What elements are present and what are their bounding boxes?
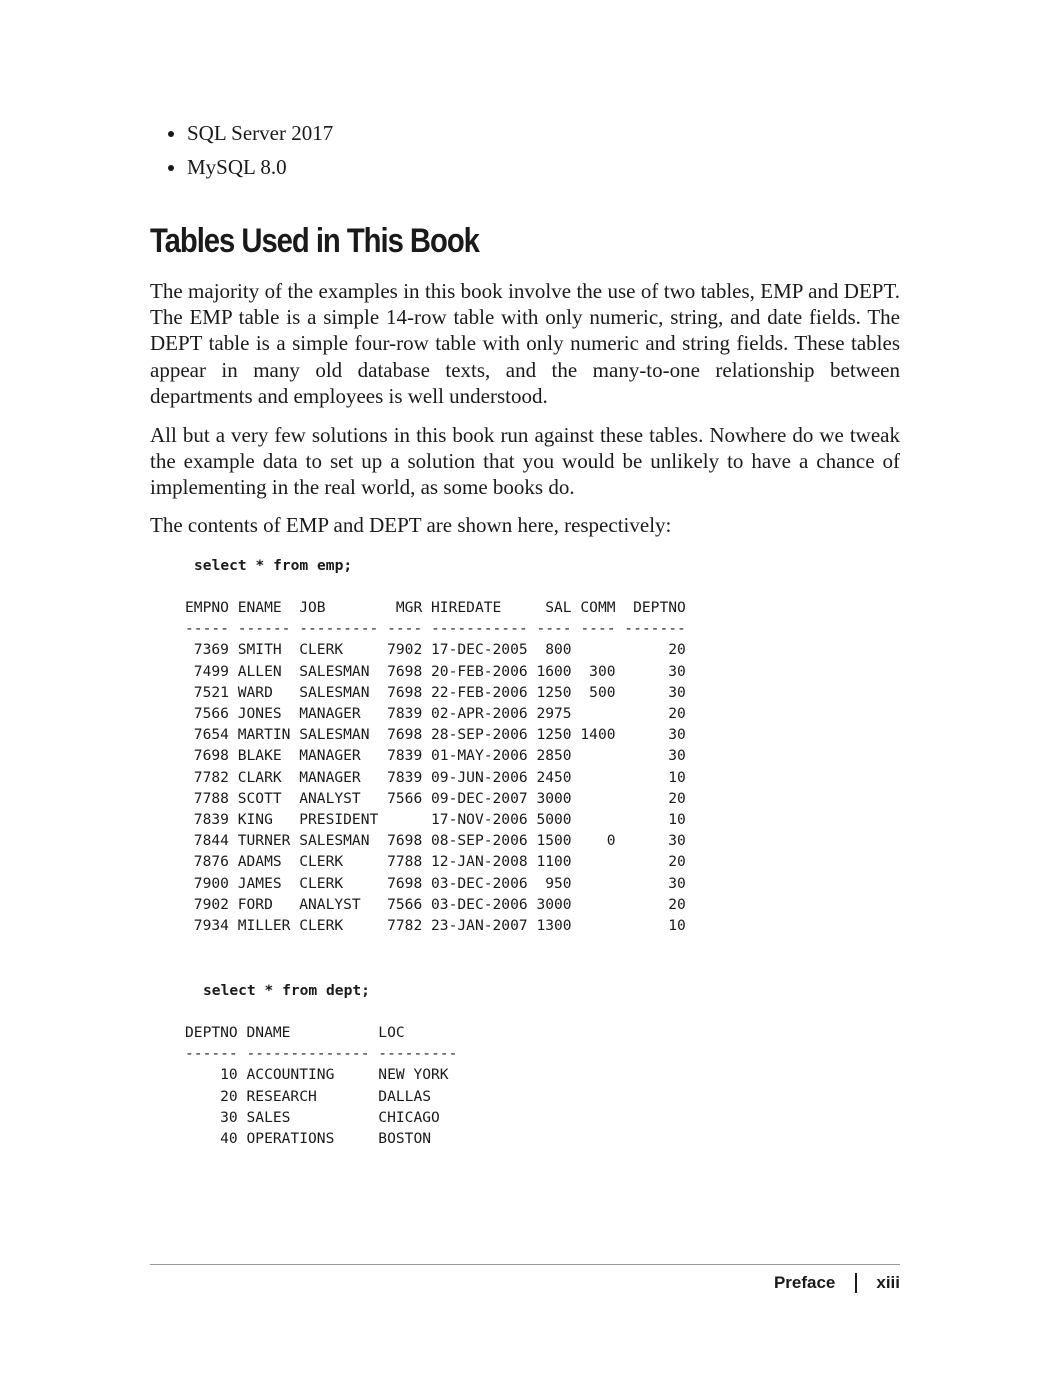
paragraph: The contents of EMP and DEPT are shown here, respectively: (150, 513, 672, 537)
paragraph: The majority of the examples in this book involve the use of two tables, EMP and DEPT. The EMP table is a simple 14-row table with only numeric, string, and date fields. The DEPT table is a simple four-row table with only numeric and string fields. These tables appear in many old database texts, and the many-to-one relationship between departments and employees is well understood. (150, 279, 900, 408)
emp-table-output (185, 597, 686, 936)
bullet-item: • SQL Server 2017 (187, 116, 333, 150)
bullet-list (165, 116, 333, 184)
emp-row: 7782 CLARK MANAGER 7839 09-JUN-2006 2450 10 (185, 768, 686, 786)
emp-table-header: EMPNO ENAME JOB MGR HIREDATE SAL COMM DEPTNO (185, 599, 686, 616)
dept-row: 40 OPERATIONS BOSTON (185, 1130, 432, 1148)
footer-rule (150, 1264, 900, 1265)
emp-table-divider: ----- ------ --------- ---- ----------- ---- ---- ------- (185, 620, 686, 638)
emp-row: 7934 MILLER CLERK 7782 23-JAN-2007 1300 10 (185, 917, 686, 935)
emp-query: select * from emp; (194, 557, 353, 574)
dept-table-output (185, 1022, 457, 1149)
emp-row: 7654 MARTIN SALESMAN 7698 28-SEP-2006 1250 1400 30 (185, 726, 686, 744)
emp-row: 7844 TURNER SALESMAN 7698 08-SEP-2006 1500 0 30 (185, 832, 686, 850)
emp-row: 7839 KING PRESIDENT 17-NOV-2006 5000 10 (185, 811, 686, 829)
dept-table-divider: ------ -------------- --------- (185, 1045, 458, 1063)
bullet-item: • MySQL 8.0 (187, 150, 333, 184)
emp-row: 7900 JAMES CLERK 7698 03-DEC-2006 950 30 (185, 874, 686, 892)
emp-row: 7521 WARD SALESMAN 7698 22-FEB-2006 1250 500 30 (185, 683, 686, 701)
emp-row: 7698 BLAKE MANAGER 7839 01-MAY-2006 2850 30 (185, 747, 686, 765)
section-heading: Tables Used in This Book (150, 222, 479, 260)
emp-row: 7902 FORD ANALYST 7566 03-DEC-2006 3000 20 (185, 895, 686, 913)
emp-row: 7369 SMITH CLERK 7902 17-DEC-2005 800 20 (185, 641, 686, 659)
emp-row: 7566 JONES MANAGER 7839 02-APR-2006 2975 20 (185, 705, 686, 723)
emp-row: 7499 ALLEN SALESMAN 7698 20-FEB-2006 1600 300 30 (185, 662, 686, 680)
paragraph: All but a very few solutions in this book run against these tables. Nowhere do we tweak the example data to set up a solution that you would be unlikely to have a chance of implementing in the real world, as some books do. (150, 423, 900, 500)
dept-row: 30 SALES CHICAGO (185, 1108, 440, 1126)
page-footer (774, 1270, 900, 1296)
footer-section-title: Preface (773, 1273, 836, 1292)
emp-row: 7788 SCOTT ANALYST 7566 09-DEC-2007 3000 20 (185, 789, 686, 807)
page-number: xiii (876, 1273, 900, 1292)
footer-separator (855, 1273, 857, 1293)
dept-query: select * from dept; (203, 982, 370, 999)
dept-table-header: DEPTNO DNAME LOC (185, 1024, 405, 1041)
emp-row: 7876 ADAMS CLERK 7788 12-JAN-2008 1100 20 (185, 853, 686, 871)
dept-row: 20 RESEARCH DALLAS (185, 1087, 432, 1105)
book-page (150, 0, 900, 1378)
dept-row: 10 ACCOUNTING NEW YORK (185, 1066, 449, 1084)
